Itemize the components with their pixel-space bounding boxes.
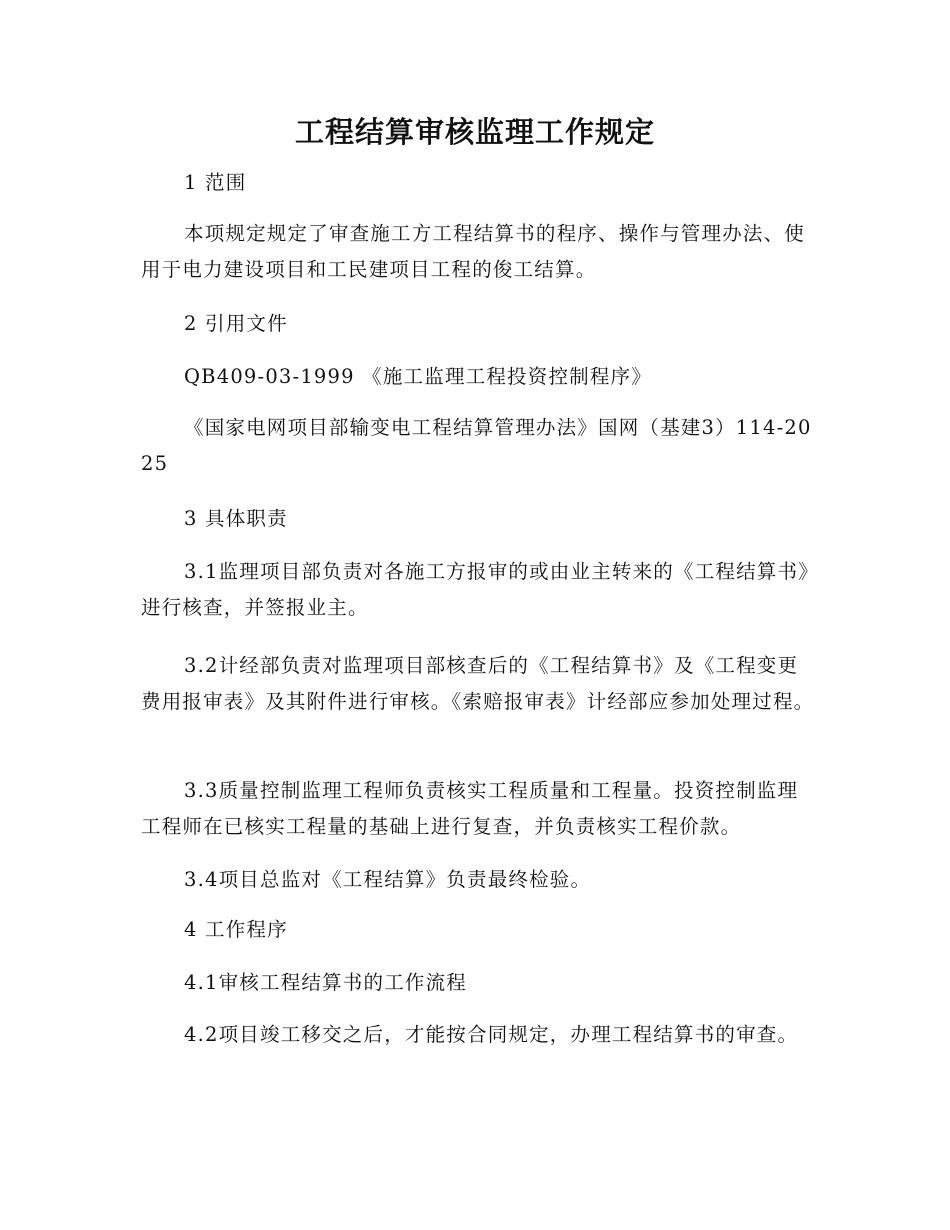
reference-item-2: 《国家电网项目部输变电工程结算管理办法》国网（基建3）114-2025 <box>141 416 812 475</box>
duty-paragraph-3-2: 3.2计经部负责对监理项目部核查后的《工程结算书》及《工程变更费用报审表》及其附件进行审核。《索赔报审表》计经部应参加处理过程。 <box>141 654 815 713</box>
section-heading-procedure: 4 工作程序 <box>184 918 288 941</box>
section-heading-scope: 1 范围 <box>184 171 247 194</box>
procedure-paragraph-4-1: 4.1审核工程结算书的工作流程 <box>184 971 468 994</box>
document-title: 工程结算审核监理工作规定 <box>294 115 655 149</box>
procedure-paragraph-4-2: 4.2项目竣工移交之后，才能按合同规定，办理工程结算书的审查。 <box>184 1023 799 1046</box>
section-heading-references: 2 引用文件 <box>184 312 288 335</box>
scope-paragraph: 本项规定规定了审查施工方工程结算书的程序、操作与管理办法、使用于电力建设项目和工民建项目工程的俊工结算。 <box>141 222 806 281</box>
duty-paragraph-3-4: 3.4项目总监对《工程结算》负责最终检验。 <box>184 868 592 891</box>
section-heading-duties: 3 具体职责 <box>184 507 288 530</box>
reference-item-1: QB409-03-1999 《施工监理工程投资控制程序》 <box>184 365 652 388</box>
duty-paragraph-3-3: 3.3质量控制监理工程师负责核实工程质量和工程量。投资控制监理工程师在已核实工程量的基础上进行复查，并负责核实工程价款。 <box>141 779 799 838</box>
duty-paragraph-3-1: 3.1监理项目部负责对各施工方报审的或由业主转来的《工程结算书》进行核查，并签报业主。 <box>141 560 810 619</box>
